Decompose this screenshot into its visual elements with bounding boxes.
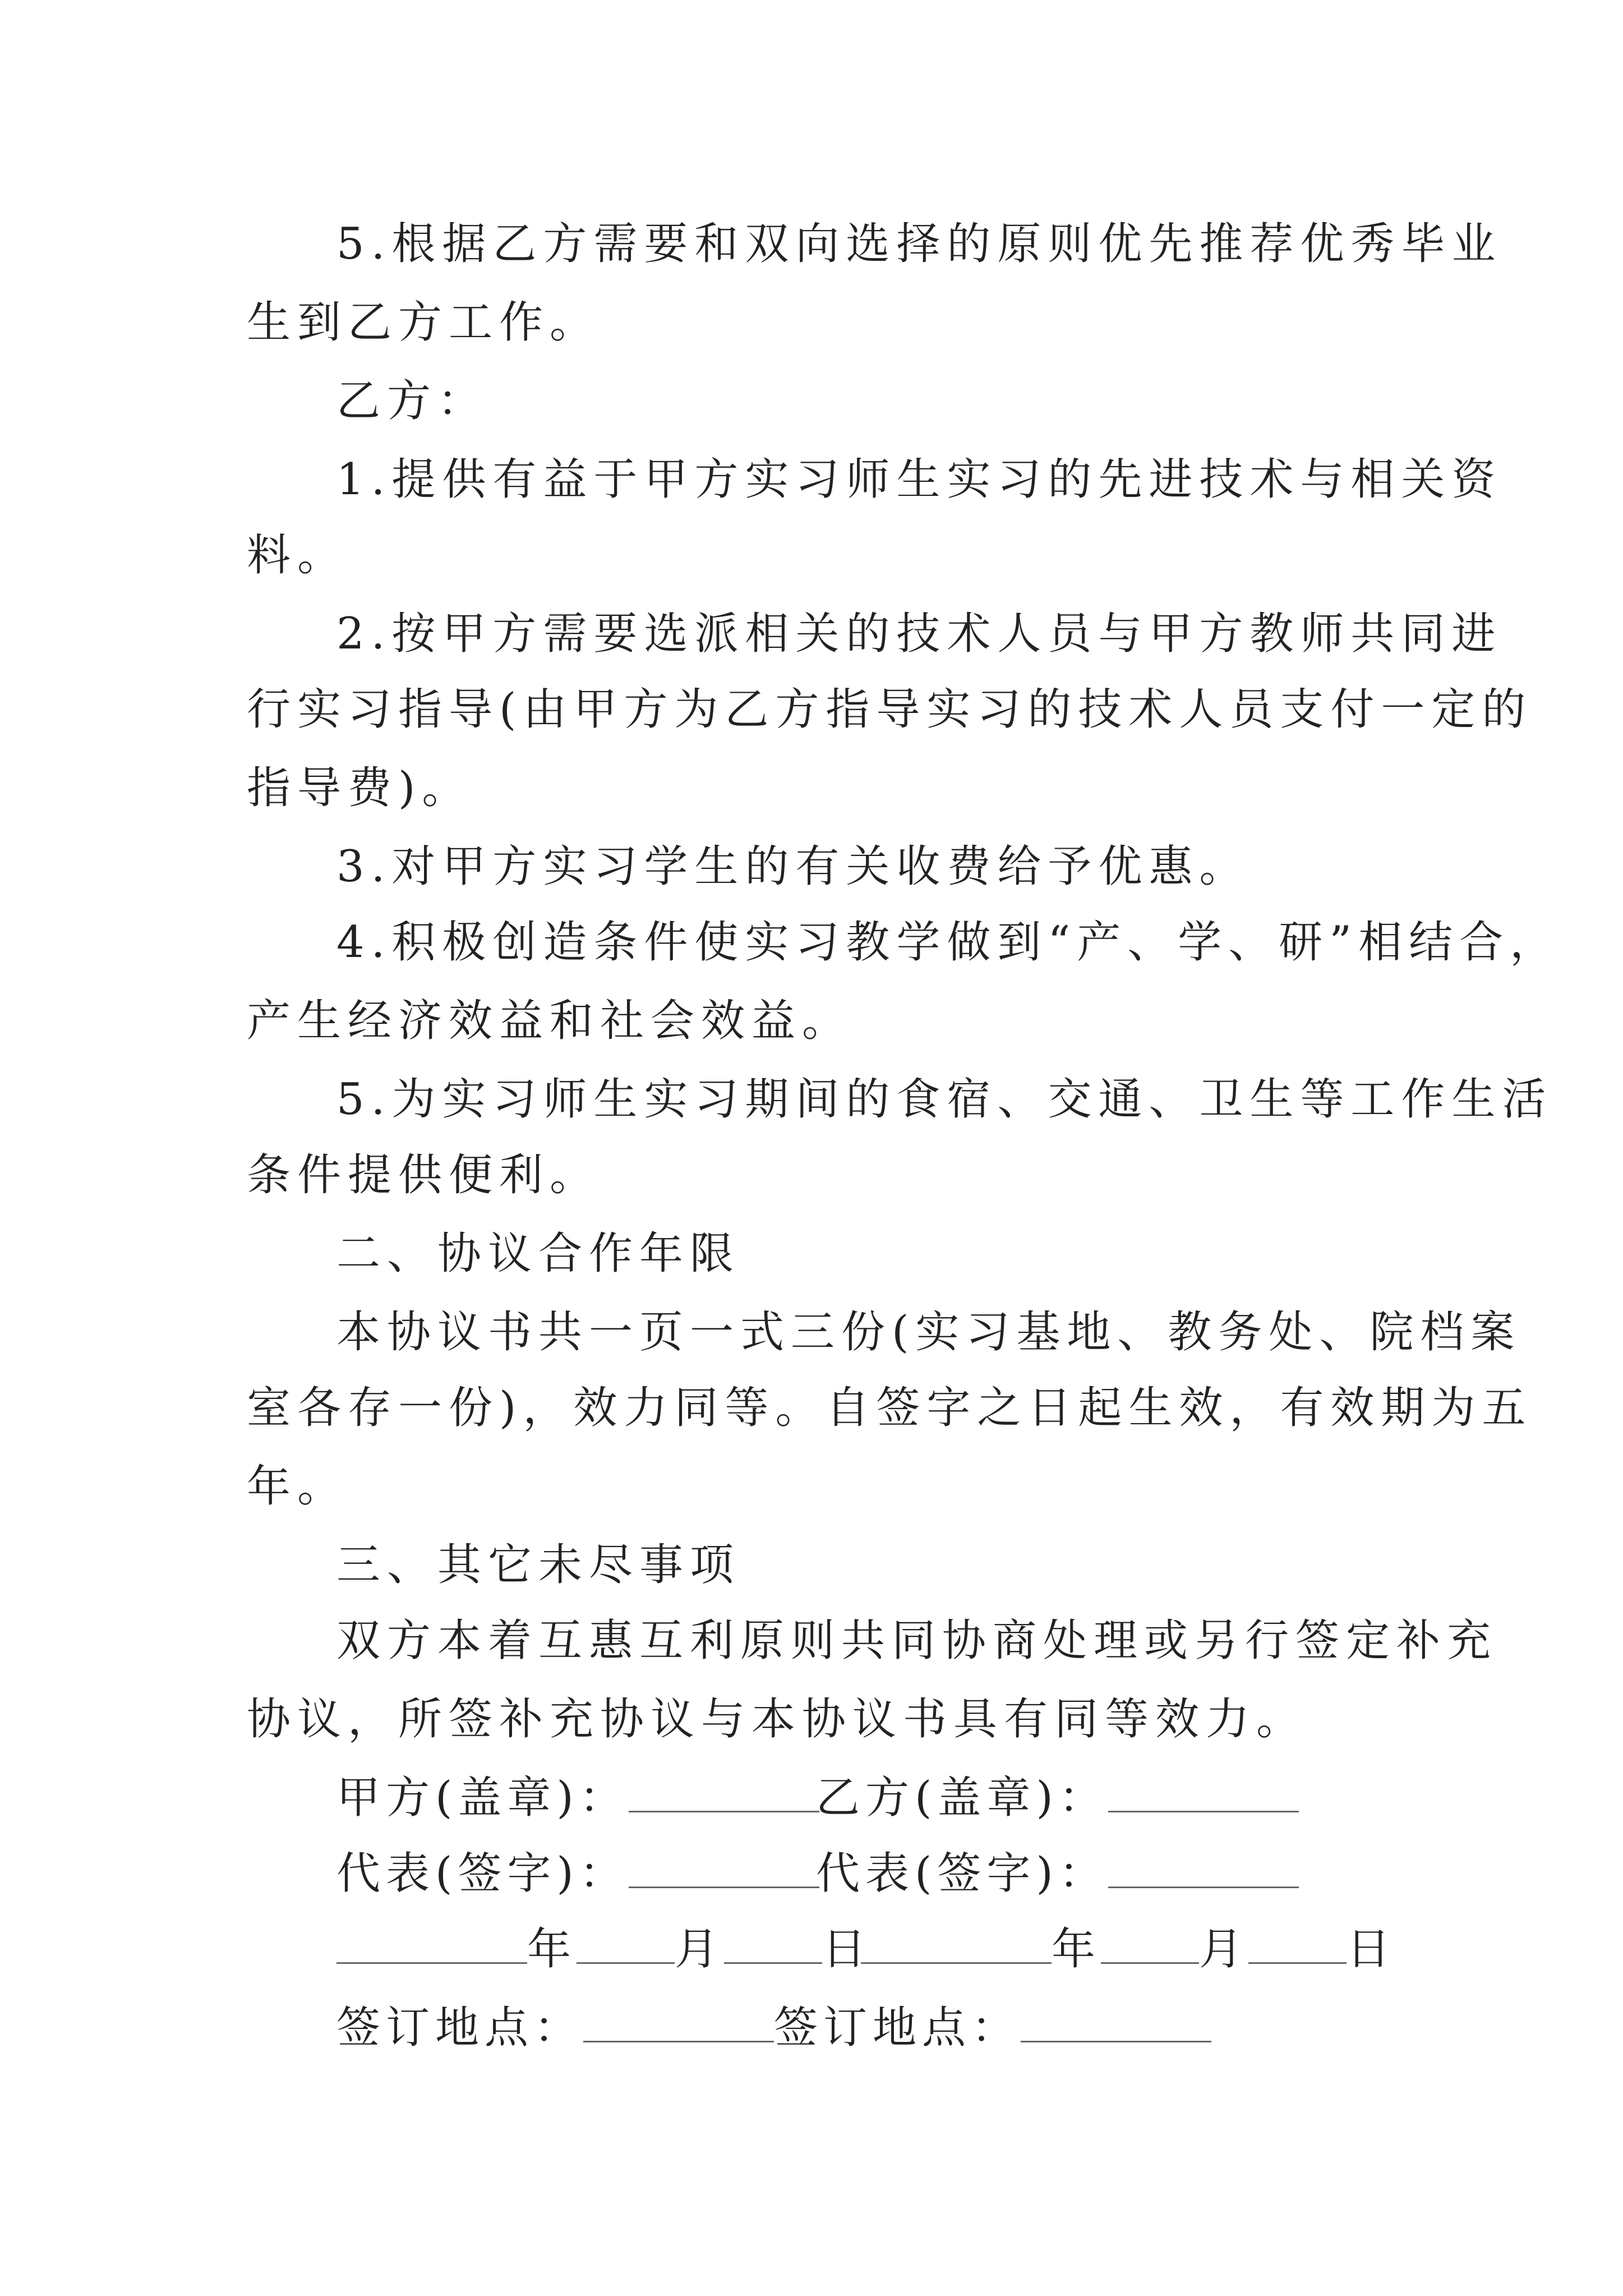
paragraph-line: 行实习指导(由甲方为乙方指导实习的技术人员支付一定的 [247,684,1533,735]
paragraph-line: 5.为实习师生实习期间的食宿、交通、卫生等工作生活 [336,1074,1553,1125]
place-a-blank[interactable] [583,2001,774,2042]
signature-row-seal [336,1770,1346,1826]
paragraph-line: 2.按甲方需要选派相关的技术人员与甲方教师共同进 [336,609,1502,659]
signature-row-date [336,1921,1396,1977]
party-b-seal-blank[interactable] [1108,1772,1299,1812]
paragraph-line: 室各存一份)，效力同等。自签字之日起生效，有效期为五 [247,1383,1533,1433]
paragraph-line: 本协议书共一页一式三份(实习基地、教务处、院档案 [336,1307,1521,1358]
date-a-month-blank[interactable] [577,1923,675,1964]
date-b-month-blank[interactable] [1101,1923,1199,1964]
date-b-day-label: 日 [1347,1924,1396,1975]
rep-a-label: 代表(签字)： [336,1848,629,1899]
paragraph-line: 料。 [247,530,348,581]
rep-a-blank[interactable] [629,1847,819,1888]
paragraph-line: 4.积极创造条件使实习教学做到“产、学、研”相结合， [336,917,1561,968]
rep-b-blank[interactable] [1108,1847,1299,1888]
date-b-day-blank[interactable] [1248,1923,1347,1964]
paragraph-line: 3.对甲方实习学生的有关收费给予优惠。 [336,841,1250,892]
place-b-label: 签订地点： [774,2003,1021,2053]
date-b-month-label: 月 [1199,1924,1249,1975]
place-b-blank[interactable] [1021,2001,1211,2042]
paragraph-line: 1.提供有益于甲方实习师生实习的先进技术与相关资 [336,454,1502,505]
paragraph-line: 双方本着互惠互利原则共同协商处理或另行签定补充 [336,1616,1498,1666]
rep-b-label: 代表(签字)： [816,1848,1108,1899]
paragraph-line: 产生经济效益和社会效益。 [247,996,853,1046]
date-b-year-blank[interactable] [861,1923,1052,1964]
paragraph-line: 协议，所签补充协议与本协议书具有同等效力。 [247,1694,1307,1745]
date-a-day-label: 日 [822,1924,872,1975]
paragraph-line: 生到乙方工作。 [247,297,601,348]
date-a-month-label: 月 [675,1924,725,1975]
party-b-seal-label: 乙方(盖章)： [816,1773,1108,1823]
paragraph-line: 乙方： [336,376,488,426]
party-a-seal-label: 甲方(盖章)： [336,1773,629,1823]
paragraph-line: 条件提供便利。 [247,1150,601,1200]
paragraph-line: 5.根据乙方需要和双向选择的原则优先推荐优秀毕业 [336,219,1502,269]
party-a-seal-blank[interactable] [629,1772,819,1812]
paragraph-line: 指导费)。 [247,763,473,813]
section-heading: 三、其它未尽事项 [336,1540,741,1590]
date-a-year-blank[interactable] [336,1923,527,1964]
section-heading: 二、协议合作年限 [336,1228,741,1279]
signature-row-place [336,2000,1290,2056]
paragraph-line: 年。 [247,1461,348,1512]
date-a-year-label: 年 [527,1924,577,1975]
place-a-label: 签订地点： [336,2003,584,2053]
date-b-year-label: 年 [1052,1924,1101,1975]
signature-row-representative [336,1846,1346,1902]
date-a-day-blank[interactable] [724,1923,822,1964]
